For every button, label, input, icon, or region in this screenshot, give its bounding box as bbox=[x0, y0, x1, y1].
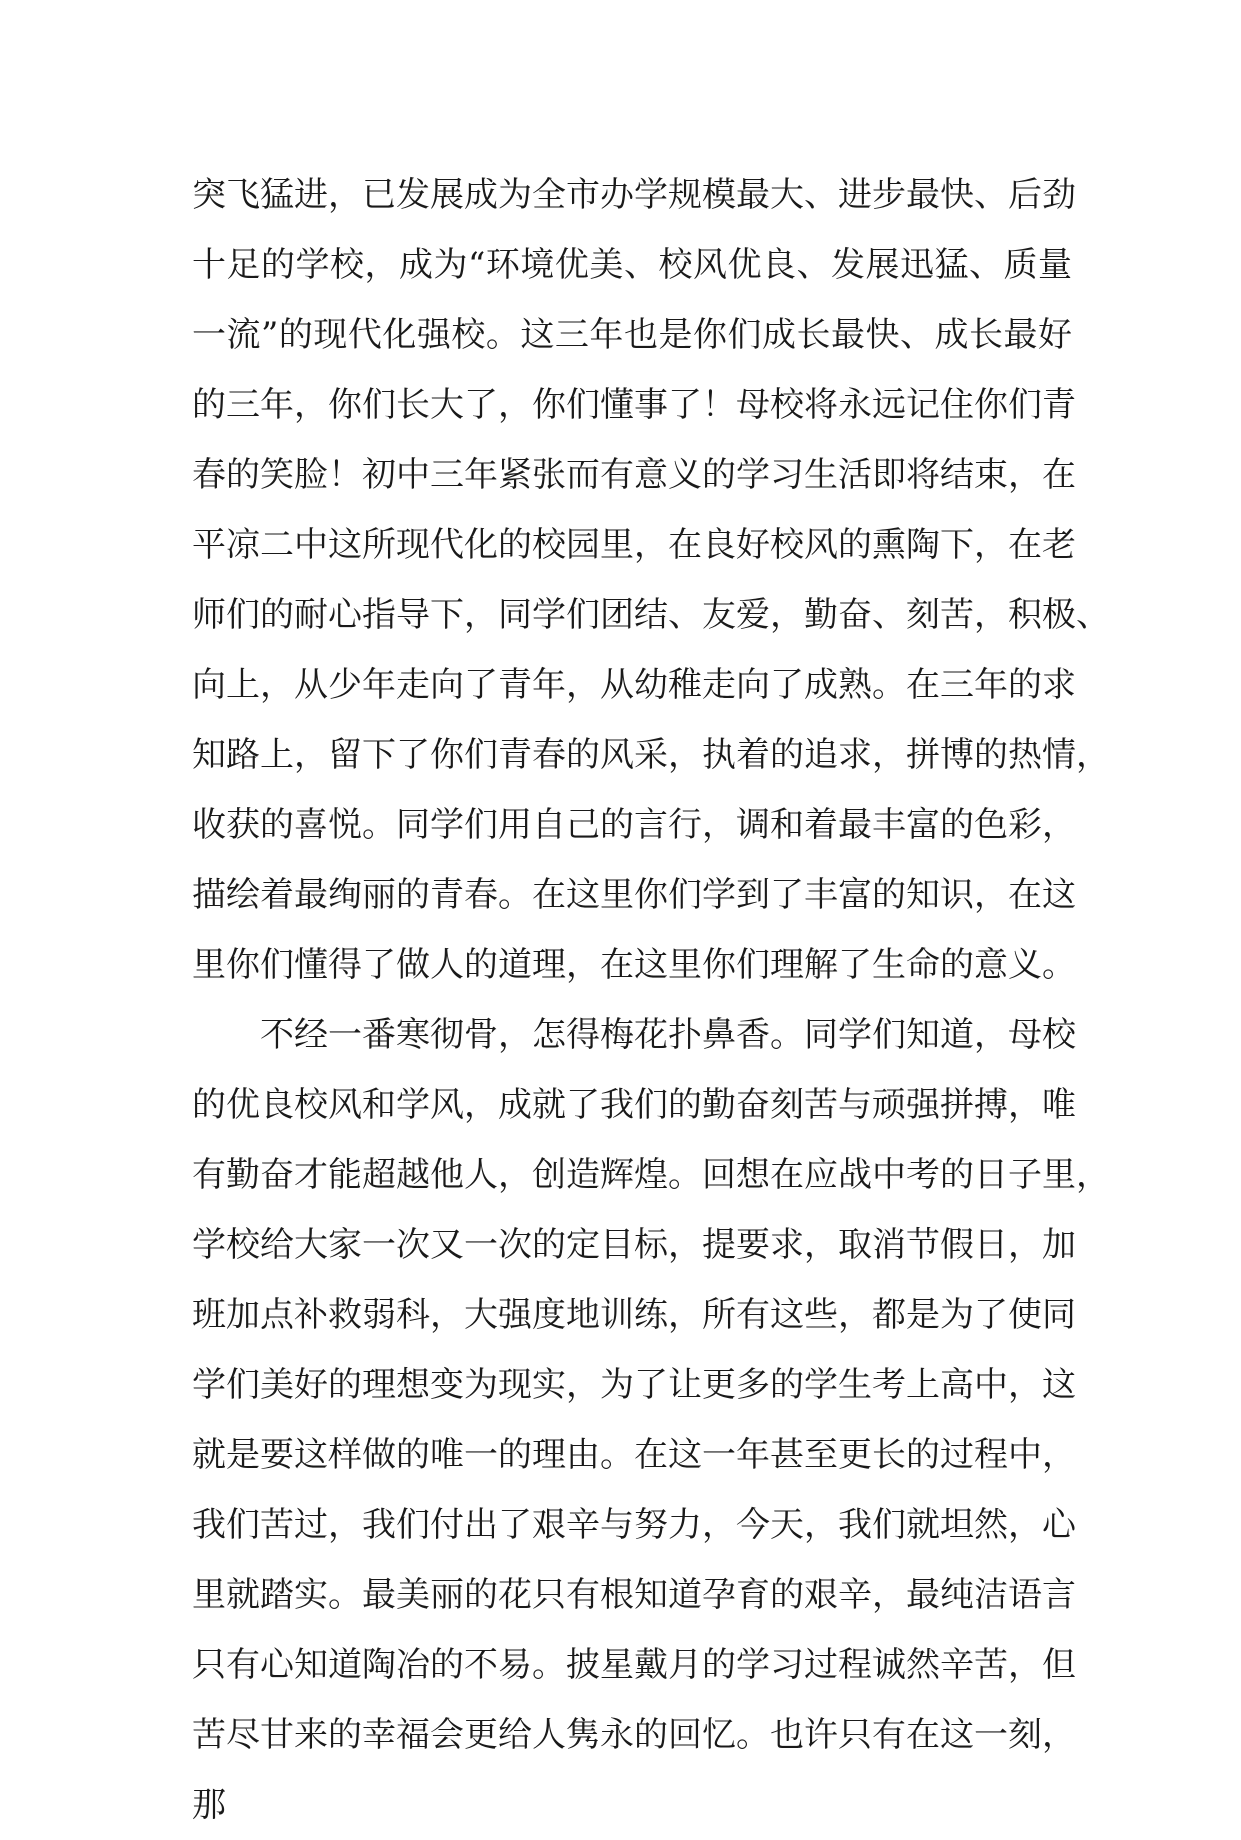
paragraph-line: 学们美好的理想变为现实，为了让更多的学生考上高中，这 bbox=[192, 1365, 1076, 1405]
paragraph-2 bbox=[192, 1000, 1110, 1840]
paragraph-line: 平凉二中这所现代化的校园里，在良好校风的熏陶下，在老 bbox=[192, 525, 1076, 565]
paragraph-line: 班加点补救弱科，大强度地训练，所有这些，都是为了使同 bbox=[192, 1295, 1076, 1335]
paragraph-1 bbox=[192, 160, 1110, 1000]
paragraph-line: 我们苦过，我们付出了艰辛与努力，今天，我们就坦然，心 bbox=[192, 1505, 1076, 1545]
paragraph-line: 就是要这样做的唯一的理由。在这一年甚至更长的过程中， bbox=[192, 1435, 1076, 1475]
paragraph-line: 知路上，留下了你们青春的风采，执着的追求，拼博的热情， bbox=[192, 735, 1110, 775]
paragraph-line: 描绘着最绚丽的青春。在这里你们学到了丰富的知识，在这 bbox=[192, 875, 1076, 915]
paragraph-line: 十足的学校，成为“环境优美、校风优良、发展迅猛、质量 bbox=[192, 245, 1072, 285]
paragraph-line: 里就踏实。最美丽的花只有根知道孕育的艰辛，最纯洁语言 bbox=[192, 1575, 1076, 1615]
paragraph-line: 学校给大家一次又一次的定目标，提要求，取消节假日，加 bbox=[192, 1225, 1076, 1265]
paragraph-line: 突飞猛进，已发展成为全市办学规模最大、进步最快、后劲 bbox=[192, 175, 1076, 215]
paragraph-line: 有勤奋才能超越他人，创造辉煌。回想在应战中考的日子里， bbox=[192, 1155, 1110, 1195]
paragraph-line: 那 bbox=[192, 1785, 226, 1825]
paragraph-line: 的优良校风和学风，成就了我们的勤奋刻苦与顽强拼搏，唯 bbox=[192, 1085, 1076, 1125]
paragraph-line: 的三年，你们长大了，你们懂事了！母校将永远记住你们青 bbox=[192, 385, 1076, 425]
paragraph-line: 春的笑脸！初中三年紧张而有意义的学习生活即将结束，在 bbox=[192, 455, 1076, 495]
paragraph-line: 收获的喜悦。同学们用自己的言行，调和着最丰富的色彩， bbox=[192, 805, 1076, 845]
paragraph-line: 苦尽甘来的幸福会更给人隽永的回忆。也许只有在这一刻， bbox=[192, 1715, 1076, 1755]
paragraph-line: 向上，从少年走向了青年，从幼稚走向了成熟。在三年的求 bbox=[192, 665, 1076, 705]
paragraph-line: 里你们懂得了做人的道理，在这里你们理解了生命的意义。 bbox=[192, 945, 1076, 985]
paragraph-line: 不经一番寒彻骨，怎得梅花扑鼻香。同学们知道，母校 bbox=[260, 1015, 1076, 1055]
paragraph-line: 只有心知道陶冶的不易。披星戴月的学习过程诚然辛苦，但 bbox=[192, 1645, 1076, 1685]
paragraph-line: 师们的耐心指导下，同学们团结、友爱，勤奋、刻苦，积极、 bbox=[192, 595, 1110, 635]
paragraph-line: 一流”的现代化强校。这三年也是你们成长最快、成长最好 bbox=[192, 315, 1072, 355]
document-body bbox=[192, 160, 1110, 1840]
